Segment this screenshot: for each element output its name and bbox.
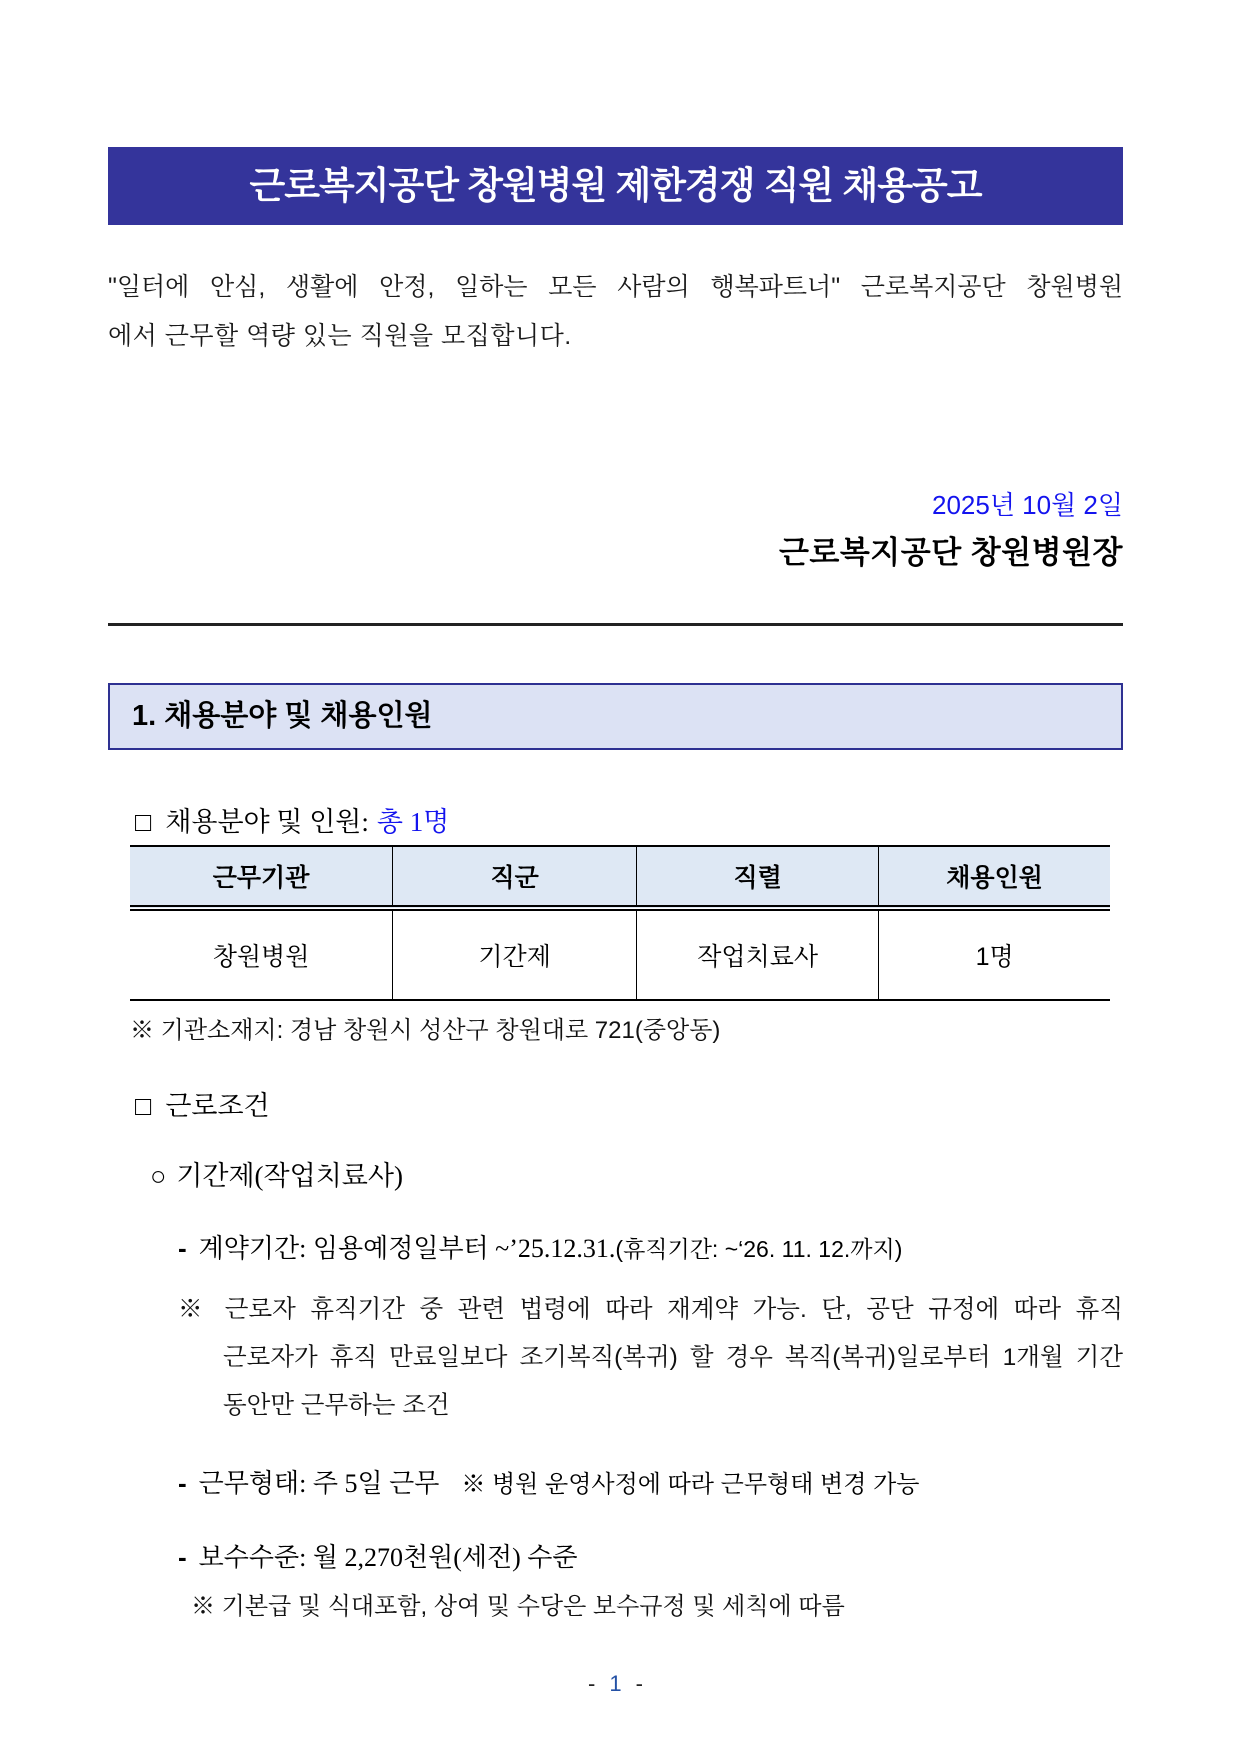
contract-note-line-1: ※ 근로자 휴직기간 중 관련 법령에 따라 재계약 가능. 단, 공단 규정에 따라 휴직: [178, 1296, 1123, 1323]
contract-note-line-2: 근로자가 휴직 만료일보다 조기복직(복귀) 할 경우 복직(복귀)일로부터 1개월 기간: [223, 1344, 1123, 1371]
dash-bullet-icon: -: [178, 1468, 187, 1498]
intro-paragraph: [108, 263, 1123, 361]
work-form-text: 근무형태: 주 5일 근무: [198, 1469, 440, 1498]
work-conditions-title: 근로조건: [165, 1091, 270, 1121]
square-bullet-icon: □: [135, 1091, 152, 1121]
footer-dash-right: -: [635, 1671, 643, 1696]
col-header-job-group: 직군: [393, 846, 637, 908]
col-header-headcount: 채용인원: [879, 846, 1110, 908]
recruit-table: [130, 845, 1110, 1001]
square-bullet-icon: □: [135, 807, 152, 837]
work-conditions-heading: [135, 1087, 1123, 1125]
fixed-term-subsection-heading: [150, 1157, 1123, 1195]
page-footer: [108, 1671, 1123, 1697]
recruit-total-count: 총 1명: [376, 807, 450, 837]
issuer-name: 근로복지공단 창원병원장: [778, 535, 1123, 570]
cell-headcount: 1명: [879, 908, 1110, 1000]
title-banner: [108, 147, 1123, 225]
pay-level-item: [178, 1538, 1123, 1577]
col-header-job-series: 직렬: [637, 846, 879, 908]
intro-line-2: 에서 근무할 역량 있는 직원을 모집합니다.: [108, 322, 572, 350]
pay-level-text: 보수수준: 월 2,270천원(세전) 수준: [198, 1543, 578, 1572]
contract-period-item: [178, 1229, 1123, 1268]
section-heading-box: [108, 683, 1123, 750]
announcement-date: 2025년 10월 2일: [931, 490, 1123, 520]
document-content: [0, 147, 1240, 1697]
recruit-table-header-row: [130, 846, 1110, 908]
contract-leave-period-text: (휴직기간: ~‘26. 11. 12.까지): [615, 1236, 903, 1262]
contract-note-block: [178, 1286, 1123, 1430]
circle-bullet-icon: ○: [150, 1161, 167, 1191]
location-note: ※ 기관소재지: 경남 창원시 성산구 창원대로 721(중앙동): [130, 1017, 721, 1044]
dash-bullet-icon: -: [178, 1233, 187, 1263]
title-banner-text: 근로복지공단 창원병원 제한경쟁 직원 채용공고: [249, 165, 982, 206]
table-row: [130, 908, 1110, 1000]
page-number: 1: [609, 1671, 622, 1696]
dash-bullet-icon: -: [178, 1542, 187, 1572]
cell-institution: 창원병원: [212, 943, 310, 971]
footer-dash-left: -: [588, 1671, 596, 1696]
cell-job-group: 기간제: [393, 908, 637, 1000]
fixed-term-subsection-title: 기간제(작업치료사): [176, 1161, 403, 1191]
recruit-summary-label: 채용분야 및 인원:: [165, 807, 369, 837]
pay-note: ※ 기본급 및 식대포함, 상여 및 수당은 보수규정 및 세칙에 따름: [191, 1593, 845, 1620]
contract-note-line-3: 동안만 근무하는 조건: [223, 1392, 450, 1419]
work-form-note: ※ 병원 운영사정에 따라 근무형태 변경 가능: [461, 1471, 920, 1498]
work-form-item: [178, 1464, 1123, 1504]
horizontal-divider: [108, 623, 1123, 626]
contract-period-text: 계약기간: 임용예정일부터 ~’25.12.31.: [198, 1234, 616, 1263]
section-heading-text: 1. 채용분야 및 채용인원: [132, 700, 433, 732]
col-header-institution: 근무기관: [130, 846, 393, 908]
intro-line-1: "일터에 안심, 생활에 안정, 일하는 모든 사람의 행복파트너" 근로복지공단 창원병원: [108, 273, 1123, 301]
cell-job-series: 작업치료사: [637, 908, 879, 1000]
recruit-summary-line: [135, 802, 1123, 842]
